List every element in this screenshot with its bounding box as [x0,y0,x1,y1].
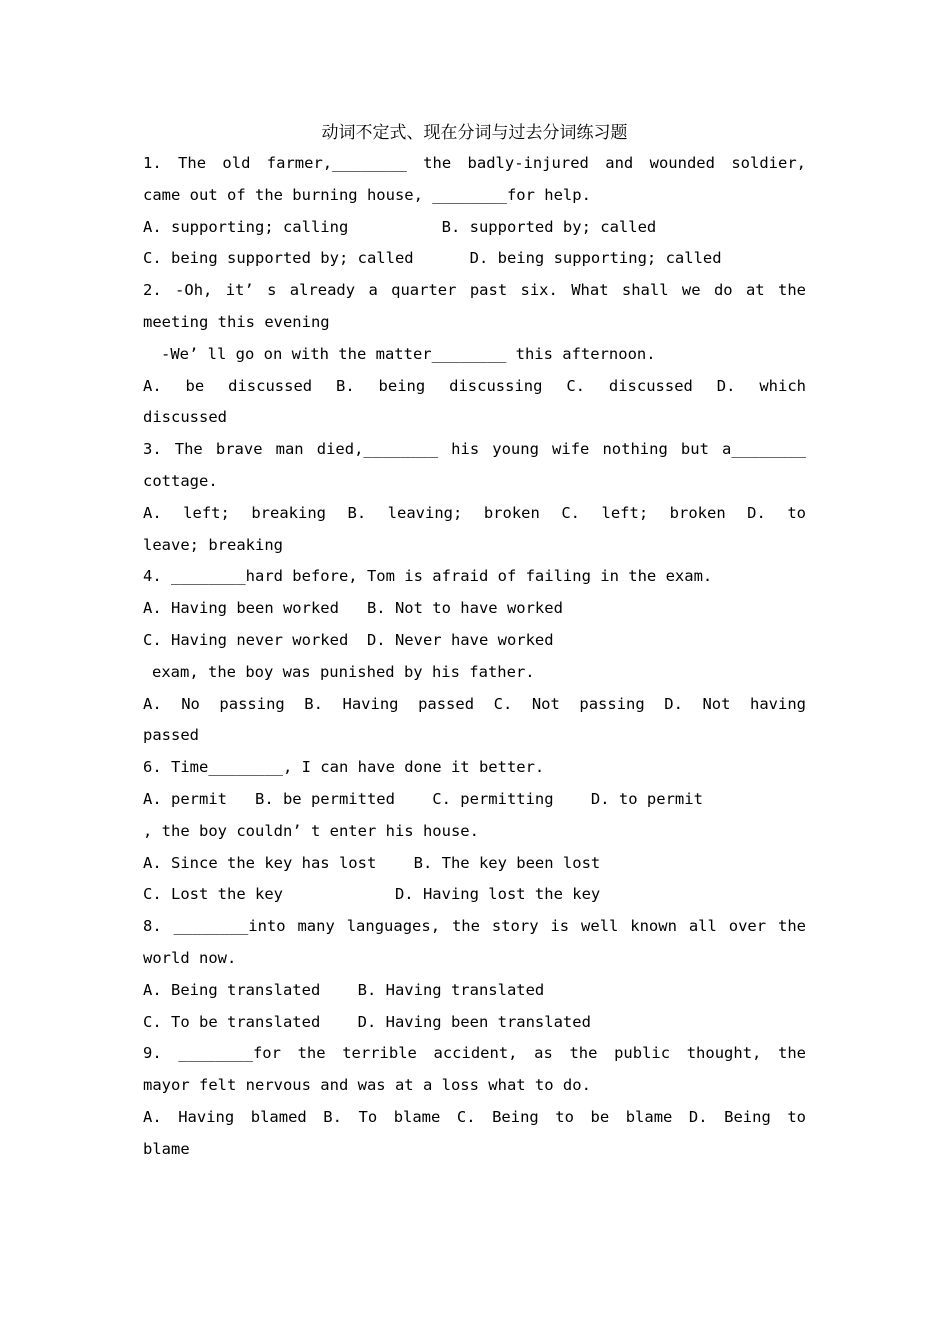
q5-stem: exam, the boy was punished by his father. [152,662,535,681]
q8-options-ab: A. Being translated B. Having translated [143,980,545,999]
q2-stem-line-3: -We’ ll go on with the matter________ this afternoon. [161,344,656,363]
q7-options-ab: A. Since the key has lost B. The key been lost [143,853,601,872]
q2-options-line-2: discussed [143,408,227,427]
q3-stem-line-1: 3. The brave man died,________ his young wife nothing but a________ [143,440,806,459]
q5-options-line-1: A. No passing B. Having passed C. Not passing D. Not having [143,694,806,713]
q1-options-cd: C. being supported by; called D. being supporting; called [143,249,722,268]
q4-options-cd: C. Having never worked D. Never have worked [143,630,554,649]
q2-options-line-1: A. be discussed B. being discussing C. discussed D. which [143,376,806,395]
document-page [143,118,806,1166]
q9-stem-line-2: mayor felt nervous and was at a loss what to do. [143,1076,591,1095]
q4-stem: 4. ________hard before, Tom is afraid of failing in the exam. [143,567,713,586]
q3-options-line-2: leave; breaking [143,535,283,554]
q9-stem-line-1: 9. ________for the terrible accident, as the public thought, the [143,1044,806,1063]
q7-options-cd: C. Lost the key D. Having lost the key [143,885,601,904]
q6-options: A. permit B. be permitted C. permitting D. to permit [143,789,703,808]
q8-stem-line-1: 8. ________into many languages, the story is well known all over the [143,917,806,936]
q3-options-line-1: A. left; breaking B. leaving; broken C. left; broken D. to [143,503,806,522]
q2-stem-line-1: 2. -Oh, it’ s already a quarter past six. What shall we do at the [143,281,806,300]
q8-options-cd: C. To be translated D. Having been translated [143,1012,591,1031]
q9-options-line-1: A. Having blamed B. To blame C. Being to be blame D. Being to [143,1107,806,1126]
q5-options-line-2: passed [143,726,199,745]
q8-stem-line-2: world now. [143,948,237,967]
q3-stem-line-2: cottage. [143,471,218,490]
q7-stem: , the boy couldn’ t enter his house. [143,821,479,840]
q1-options-ab: A. supporting; calling B. supported by; called [143,217,657,236]
document-title: 动词不定式、现在分词与过去分词练习题 [321,123,628,143]
q9-options-line-2: blame [143,1139,190,1158]
q1-stem-line-1: 1. The old farmer,________ the badly-injured and wounded soldier, [143,154,806,172]
q1-stem-line-2: came out of the burning house, ________for help. [143,185,591,204]
q6-stem: 6. Time________, I can have done it better. [143,758,545,777]
q4-options-ab: A. Having been worked B. Not to have worked [143,599,563,618]
q2-stem-line-2: meeting this evening [143,312,330,331]
